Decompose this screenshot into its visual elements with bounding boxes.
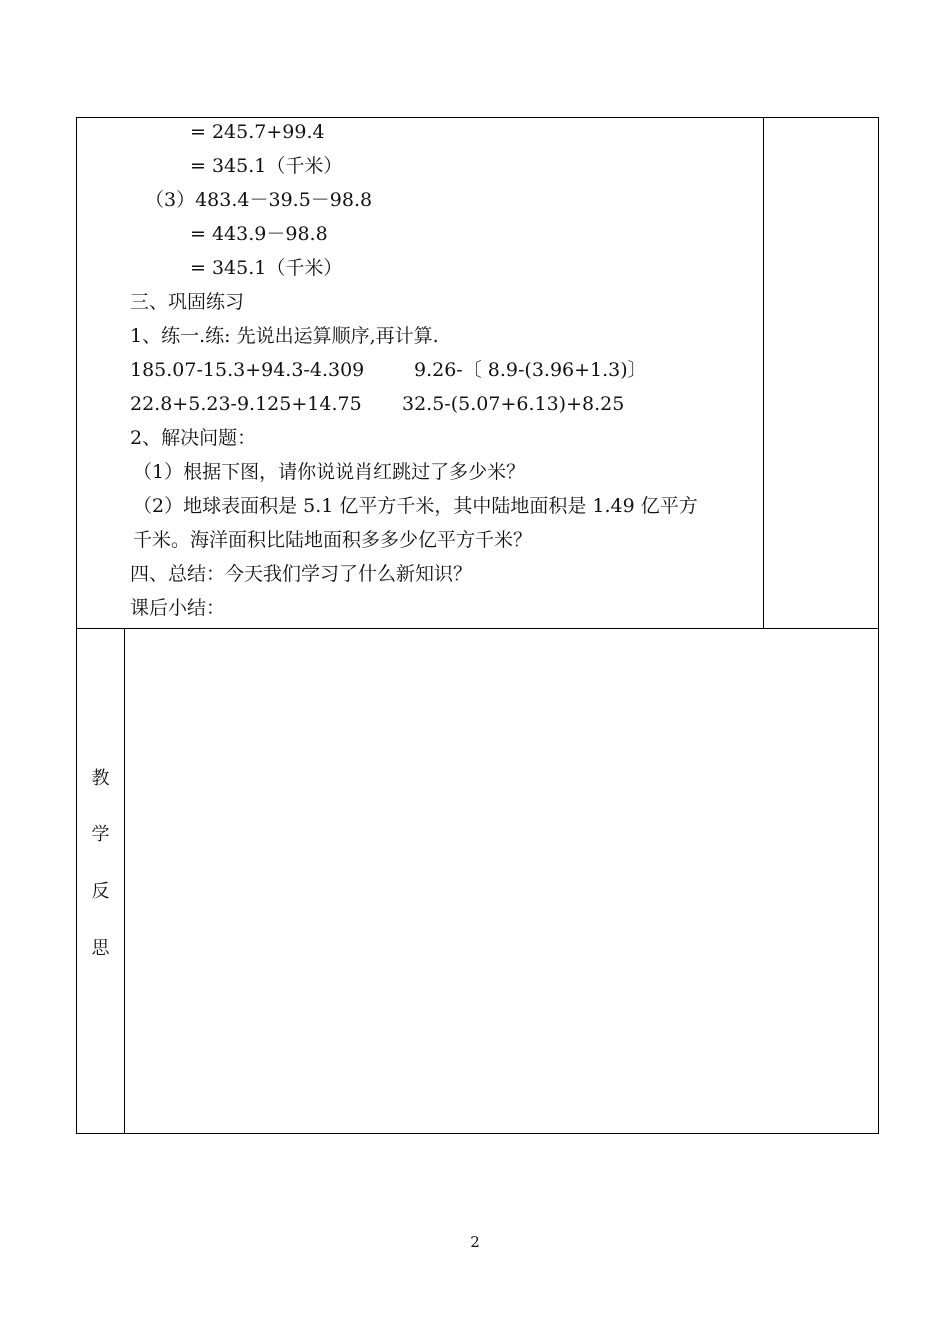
calc-line: （3）483.4－39.5－98.8 [145,189,373,211]
section-heading: 三、巩固练习 [130,291,245,313]
notes-column-divider [763,117,764,629]
summary-line: 课后小结： [130,597,226,619]
reflection-label-char: 学 [91,824,110,845]
reflection-label-char: 教 [91,768,110,789]
page-number: 2 [470,1233,480,1251]
exercise-expression: 32.5-(5.07+6.13)+8.25 [402,393,625,415]
reflection-label-char: 反 [91,881,110,902]
calc-line: = 345.1（千米） [190,257,343,279]
calc-line: = 245.7+99.4 [190,121,325,143]
problem-line: 千米。海洋面积比陆地面积多多少亿平方千米？ [133,529,533,551]
exercise-line: 1、练一.练: 先说出运算顺序,再计算. [130,325,439,347]
problem-line: （2）地球表面积是 5.1 亿平方千米，其中陆地面积是 1.49 亿平方 [133,495,698,517]
reflection-label-char: 思 [91,938,110,959]
row-divider [76,628,879,629]
exercise-expression: 185.07-15.3+94.3-4.309 [130,359,365,381]
calc-line: = 443.9－98.8 [190,223,328,245]
section-heading: 四、总结：今天我们学习了什么新知识？ [130,563,473,585]
problem-line: （1）根据下图，请你说说肖红跳过了多少米？ [133,461,526,483]
exercise-expression: 22.8+5.23-9.125+14.75 [130,393,362,415]
exercise-line: 2、解决问题： [130,427,257,449]
exercise-expression: 9.26-〔 8.9-(3.96+1.3)〕 [414,359,647,381]
calc-line: = 345.1（千米） [190,155,343,177]
